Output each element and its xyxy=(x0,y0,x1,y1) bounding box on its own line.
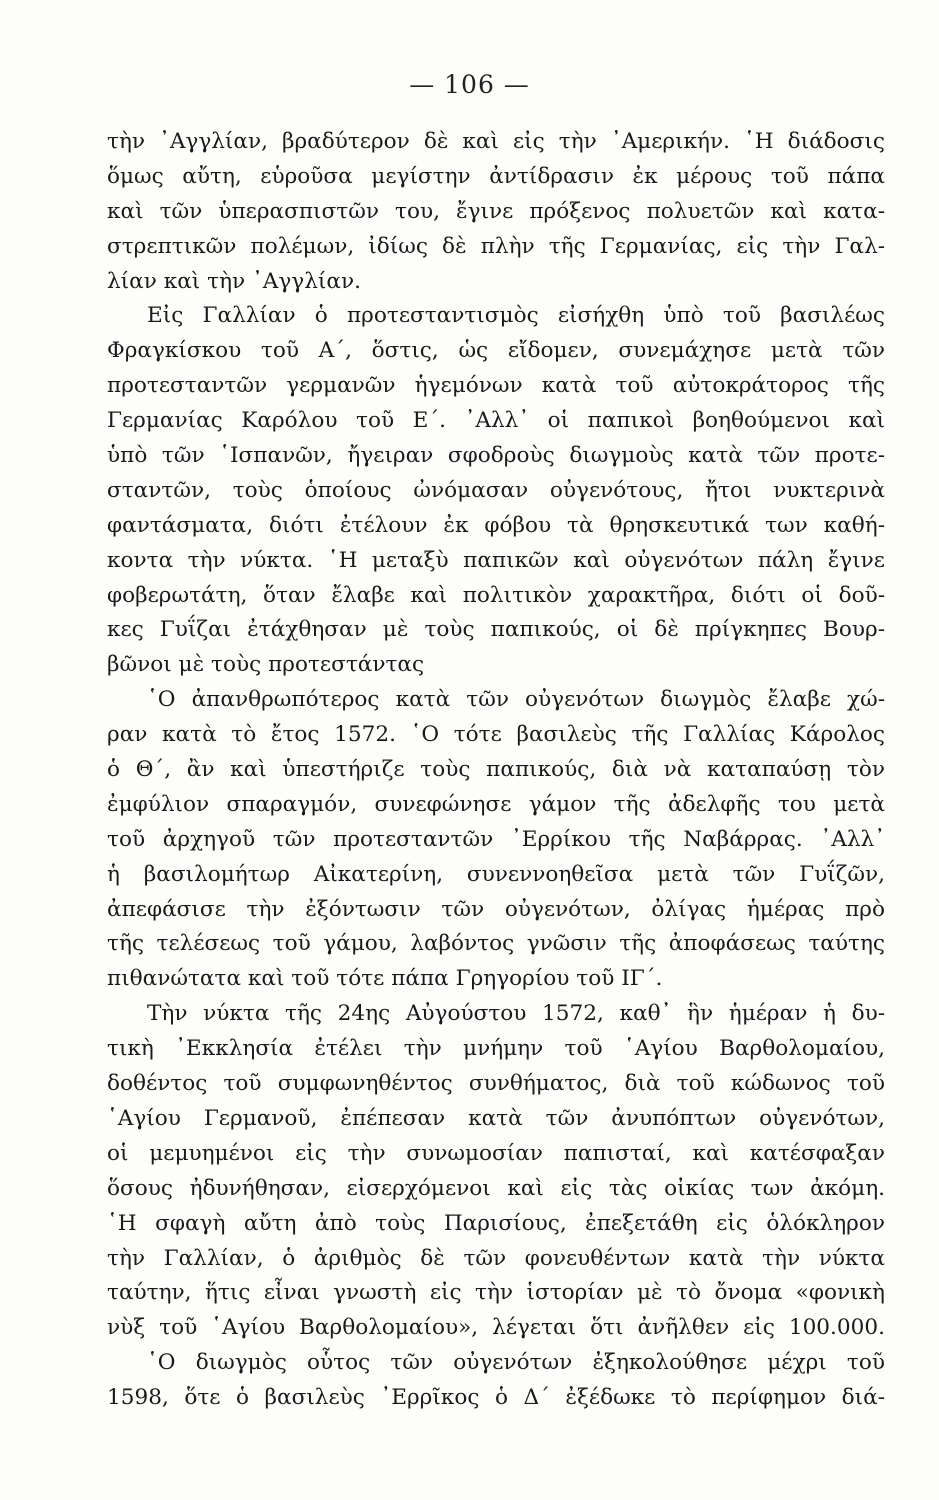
text-line: Τὴν νύκτα τῆς 24ης Αὐγούστου 1572, καθ᾿ ἣν ἡμέραν ἡ δυ- xyxy=(147,1001,885,1027)
text-line: καὶ τῶν ὑπερασπιστῶν του, ἔγινε πρόξενος πολυετῶν καὶ κατα- xyxy=(107,198,885,224)
text-line: τὴν Γαλλίαν, ὁ ἀριθμὸς δὲ τῶν φονευθέντων κατὰ τὴν νύκτα xyxy=(107,1245,885,1271)
text-line: κες Γυΐζαι ἐτάχθησαν μὲ τοὺς παπικούς, οἱ δὲ πρίγκηπες Βουρ- xyxy=(107,617,885,643)
text-line: ὑπὸ τῶν ῾Ισπανῶν, ἤγειραν σφοδροὺς διωγμοὺς κατὰ τῶν προτε- xyxy=(107,443,885,469)
text-line: ἡ βασιλομήτωρ Αἰκατερίνη, συνεννοηθεῖσα μετὰ τῶν Γυΐζῶν, xyxy=(107,861,885,887)
text-line: οἱ μεμυημένοι εἰς τὴν συνωμοσίαν παπισταί, καὶ κατέσφαξαν xyxy=(107,1140,885,1166)
text-line: βῶνοι μὲ τοὺς προτεστάντας xyxy=(107,652,425,678)
text-line: σταντῶν, τοὺς ὁποίους ὠνόμασαν οὐγενότους, ἤτοι νυκτερινὰ xyxy=(107,477,885,503)
text-line: λίαν καὶ τὴν ᾿Αγγλίαν. xyxy=(107,268,361,294)
text-line: κοντα τὴν νύκτα. ῾Η μεταξὺ παπικῶν καὶ οὐγενότων πάλη ἔγινε xyxy=(107,547,885,573)
text-line: δοθέντος τοῦ συμφωνηθέντος συνθήματος, διὰ τοῦ κώδωνος τοῦ xyxy=(107,1071,885,1097)
text-line: ὁ Θ΄, ἂν καὶ ὑπεστήριζε τοὺς παπικούς, διὰ νὰ καταπαύσῃ τὸν xyxy=(107,757,885,783)
body-text xyxy=(107,125,885,1416)
text-line: τοῦ ἀρχηγοῦ τῶν προτεσταντῶν ᾿Ερρίκου τῆς Ναβάρρας. ᾿Αλλ᾿ xyxy=(107,826,885,852)
text-line: τικὴ ᾿Εκκλησία ἐτέλει τὴν μνήμην τοῦ ῾Αγίου Βαρθολομαίου, xyxy=(107,1036,885,1062)
text-line: ῾Η σφαγὴ αὔτη ἀπὸ τοὺς Παρισίους, ἐπεξετάθη εἰς ὁλόκληρον xyxy=(107,1210,885,1236)
text-line: τὴν ᾿Αγγλίαν, βραδύτερον δὲ καὶ εἰς τὴν ᾿Αμερικήν. ῾Η διάδοσις xyxy=(107,129,885,154)
text-line: ταύτην, ἥτις εἶναι γνωστὴ εἰς τὴν ἱστορίαν μὲ τὸ ὄνομα «φονικὴ xyxy=(107,1280,885,1306)
text-line: ραν κατὰ τὸ ἔτος 1572. ῾Ο τότε βασιλεὺς τῆς Γαλλίας Κάρολος xyxy=(107,722,885,748)
text-line: ἀπεφάσισε τὴν ἐξόντωσιν τῶν οὐγενότων, ὀλίγας ἡμέρας πρὸ xyxy=(107,896,885,922)
text-line: νὺξ τοῦ ῾Αγίου Βαρθολομαίου», λέγεται ὅτι ἀνῆλθεν εἰς 100.000. xyxy=(107,1315,885,1341)
text-line: φοβερωτάτη, ὅταν ἔλαβε καὶ πολιτικὸν χαρακτῆρα, διότι οἱ δοῦ- xyxy=(107,582,885,608)
text-line: Γερμανίας Καρόλου τοῦ Ε΄. ᾿Αλλ᾿ οἱ παπικοὶ βοηθούμενοι καὶ xyxy=(107,408,885,434)
text-line: 1598, ὅτε ὁ βασιλεὺς ᾿Ερρῖκος ὁ Δ΄ ἐξέδωκε τὸ περίφημον διά- xyxy=(107,1385,885,1411)
text-line: φαντάσματα, διότι ἐτέλουν ἐκ φόβου τὰ θρησκευτικά των καθή- xyxy=(107,512,885,538)
text-line: προτεσταντῶν γερμανῶν ἡγεμόνων κατὰ τοῦ αὐτοκράτορος τῆς xyxy=(107,373,885,399)
text-line: ῾Αγίου Γερμανοῦ, ἐπέπεσαν κατὰ τῶν ἀνυπόπτων οὐγενότων, xyxy=(107,1105,885,1131)
text-line: Φραγκίσκου τοῦ Α΄, ὅστις, ὡς εἴδομεν, συνεμάχησε μετὰ τῶν xyxy=(107,338,885,364)
text-line: πιθανώτατα καὶ τοῦ τότε πάπα Γρηγορίου τοῦ ΙΓ΄. xyxy=(107,966,663,992)
text-line: στρεπτικῶν πολέμων, ἰδίως δὲ πλὴν τῆς Γερμανίας, εἰς τὴν Γαλ- xyxy=(107,233,885,259)
text-line: ἐμφύλιον σπαραγμόν, συνεφώνησε γάμον τῆς ἀδελφῆς του μετὰ xyxy=(107,791,885,817)
page-number: — 106 — xyxy=(409,70,530,99)
text-line: ὅμως αὔτη, εὑροῦσα μεγίστην ἀντίδρασιν ἐκ μέρους τοῦ πάπα xyxy=(107,163,885,189)
text-line: τῆς τελέσεως τοῦ γάμου, λαβόντος γνῶσιν τῆς ἀποφάσεως ταύτης xyxy=(107,931,885,957)
text-line: ῾Ο ἀπανθρωπότερος κατὰ τῶν οὐγενότων διωγμὸς ἔλαβε χώ- xyxy=(147,687,885,713)
text-line: Εἰς Γαλλίαν ὁ προτεσταντισμὸς εἰσήχθη ὑπὸ τοῦ βασιλέως xyxy=(147,303,885,329)
text-line: ῾Ο διωγμὸς οὗτος τῶν οὐγενότων ἐξηκολούθησε μέχρι τοῦ xyxy=(147,1350,885,1376)
text-line: ὅσους ἠδυνήθησαν, εἰσερχόμενοι καὶ εἰς τὰς οἰκίας των ἀκόμη. xyxy=(107,1175,885,1201)
